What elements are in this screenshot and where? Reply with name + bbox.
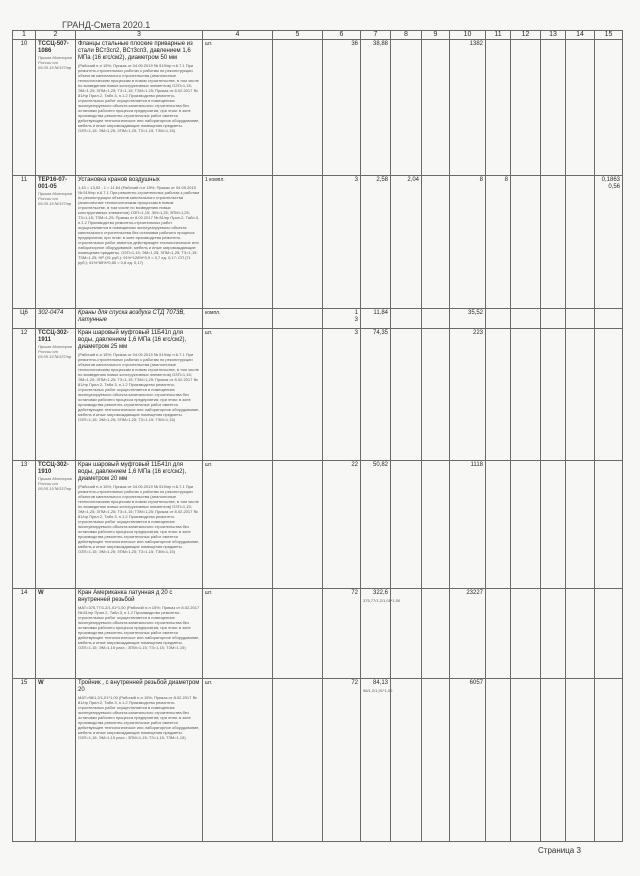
row-col15-cell <box>595 176 623 309</box>
row-col14 <box>566 40 595 176</box>
row-col12 <box>511 176 541 309</box>
col-number: 8 <box>391 31 422 40</box>
row-total: 8 <box>450 176 486 309</box>
row-col9 <box>422 461 450 589</box>
table-row <box>13 461 623 589</box>
row-total: 1382 <box>450 40 486 176</box>
row-number: 11 <box>13 176 36 309</box>
row-quantity: 1 <box>354 310 358 316</box>
row-unit-price-cell <box>361 589 401 679</box>
col-number: 7 <box>361 31 391 40</box>
row-col11 <box>486 309 511 329</box>
row-col8 <box>391 309 422 329</box>
row-code-cell <box>36 461 76 589</box>
row-unit-price: 50,82 <box>361 461 391 589</box>
row-price-formula: 375,77/1,2/1,01*1,00 <box>363 598 401 603</box>
row-quantity: 72 <box>323 679 361 842</box>
table-row <box>13 329 623 461</box>
row-name: Установка кранов воздушных <box>78 177 160 183</box>
row-description: 1,43 = 13,92 ; 1 = 11,64 (Рабочий н-н 15%; Приказ от 04.09.2019 № 519/пр п.6.7.1 При ремонтно-строительных работах к работам по реконструкции объектов капитального строительства (аналогичные технологическим процессам в новом строительстве, в том числе по возведению новых конструктивных элементов) ОЗП=1,15; ЭМ=1,25; ЗПМ=1,25; ТЗ=1,15; ТЗМ=1,25; Приказ от 8.02.2017 № 81/пр Прил.2, Табл.3, п.1.2 Производство ремонтно-строительных работ осуществляется в помещениях эксплуатируемого объекта капитального строительства без остановки рабочего процесса предприятия; при этом: в зоне производства ремонтно-строительных работ имеется действующее технологическое или лабораторное оборудование, мебель и иные загромождающие помещения предметы. ОЗП=1,15; ЭМ=1,25; ЗПМ=1,25; ТЗ=1,15; ТЗМ=1,25; НР (91 руб.): 91%*128%*0,9 = 0,7 ед. 0,17; СП (71 руб.): 51%*85%*0,85 = 0,8 ед. 0,17) <box>78 185 200 265</box>
row-col15: 0,1863 <box>601 177 620 183</box>
col-number: 5 <box>273 31 323 40</box>
row-name: Кран Американка латунная д 20 с внутренней резьбой <box>78 590 173 603</box>
row-col5 <box>273 176 323 309</box>
row-number: 14 <box>13 589 36 679</box>
row-quantity: 72 <box>323 589 361 679</box>
row-col11 <box>486 461 511 589</box>
row-col9 <box>422 589 450 679</box>
row-col13 <box>541 176 566 309</box>
row-name: Краны для спуска воздуха СТД 7073В, латунные <box>78 310 186 323</box>
row-col13 <box>541 589 566 679</box>
row-col5 <box>273 461 323 589</box>
row-description: МАТ=98/1,2/1,01*1,00 (Рабочий н-н 15%; Приказ от 8.02.2017 № 81/пр Прил.2, Табл.3, п.1.2 Производство ремонтно-строительных работ осуществляется в помещениях эксплуатируемого объекта капитального строительства без остановки рабочего процесса предприятия; при этом: в зоне производства ремонтно-строительных работ имеется действующее технологическое или лабораторное оборудование, мебель и иные загромождающие помещения предметы. ОЗП=1,15; ЭМ=1,15 расх.; ЗПМ=1,15; ТЗ=1,15; ТЗМ=1,15) <box>78 695 200 740</box>
row-col11 <box>486 589 511 679</box>
row-col12 <box>511 679 541 842</box>
row-code-source: Приказ Минстроя России от 05.05.15 №337/пр <box>38 344 72 359</box>
col-number: 2 <box>36 31 76 40</box>
column-number-row <box>13 31 623 40</box>
row-description: (Рабочий н-н 15%; Приказ от 04.09.2019 № 519/пр п.6.7.1 При ремонтно-строительных работах к работам по реконструкции объектов капитального строительства (аналогичные технологическим процессам в новом строительстве, в том числе по возведению новых конструктивных элементов) ОЗП=1,15; ЭМ=1,25; ЗПМ=1,25; ТЗ=1,15; ТЗМ=1,25; Приказ от 8.02.2017 № 81/пр Прил.2, Табл.3, п.1.2 Производство ремонтно-строительных работ осуществляется в помещениях эксплуатируемого объекта капитального строительства без остановки рабочего процесса предприятия; при этом: в зоне производства ремонтно-строительных работ имеется действующее технологическое или лабораторное оборудование, мебель и иные загромождающие помещения предметы. ОЗП=1,15; ЭМ=1,25; ЗПМ=1,25; ТЗ=1,15; ТЗМ=1,15) <box>78 484 200 554</box>
row-code: W <box>38 590 44 596</box>
row-total: 223 <box>450 329 486 461</box>
col-number: 10 <box>450 31 486 40</box>
page-number: Страница 3 <box>538 846 581 855</box>
row-unit-price-cell <box>361 40 391 176</box>
row-code-cell <box>36 176 76 309</box>
row-name-cell <box>76 329 203 461</box>
row-name-cell <box>76 461 203 589</box>
row-code-source: Приказ Минстроя России от 05.05.15 №337/пр <box>38 476 72 491</box>
row-col5 <box>273 679 323 842</box>
row-col8 <box>391 461 422 589</box>
row-code-source: Приказ Минстроя России от 05.05.15 №337/пр <box>38 55 72 70</box>
row-col9 <box>422 176 450 309</box>
row-name: Тройник , с внутренней резьбой диаметром 20 <box>78 680 200 693</box>
row-code: ТССЦ-302-1910 <box>38 462 69 475</box>
row-name-cell <box>76 309 203 329</box>
row-unit-price-cell <box>361 679 391 842</box>
row-col12 <box>511 309 541 329</box>
row-name-cell <box>76 176 203 309</box>
row-unit-price: 322,6 <box>372 590 388 596</box>
row-col11 <box>486 679 511 842</box>
table-row <box>13 589 623 679</box>
row-unit-price: 38,88 <box>372 41 388 47</box>
row-unit: шт. <box>203 679 273 842</box>
row-number: 13 <box>13 461 36 589</box>
row-unit: шт. <box>203 329 273 461</box>
row-col15 <box>595 679 623 842</box>
row-col15 <box>595 40 623 176</box>
row-col15 <box>595 309 623 329</box>
row-quantity-cell <box>323 309 361 329</box>
row-col13 <box>541 329 566 461</box>
row-col9 <box>422 309 450 329</box>
row-code: ТССЦ-302-1911 <box>38 330 69 343</box>
row-quantity-sub: 3 <box>354 317 358 323</box>
row-col8: 2,04 <box>391 176 422 309</box>
row-col12 <box>511 329 541 461</box>
row-quantity-cell <box>323 40 361 176</box>
row-col15-sub: 0,56 <box>608 184 620 190</box>
row-description: (Рабочий н-н 15%; Приказ от 04.09.2019 № 519/пр п.6.7.1 При ремонтно-строительных работах к работам по реконструкции объектов капитального строительства (аналогичные технологическим процессам в новом строительстве, в том числе по возведению новых конструктивных элементов) ОЗП=1,15; ЭМ=1,25; ЗПМ=1,25; ТЗ=1,15; ТЗМ=1,25; Приказ от 8.02.2017 № 81/пр Прил.2, Табл.3, п.1.2 Производство ремонтно-строительных работ осуществляется в помещениях эксплуатируемого объекта капитального строительства без остановки рабочего процесса предприятия; при этом: в зоне производства ремонтно-строительных работ имеется действующее технологическое или лабораторное оборудование, мебель и иные загромождающие помещения предметы. ОЗП=1,15; ЭМ=1,25; ЗПМ=1,25; ТЗ=1,15; ТЗМ=1,15) <box>78 352 200 422</box>
row-col14 <box>566 329 595 461</box>
row-col9 <box>422 679 450 842</box>
row-number: Ц6 <box>13 309 36 329</box>
row-col11 <box>486 40 511 176</box>
row-total: 23227 <box>450 589 486 679</box>
row-price-formula: 98/1,2/1,01*1,00 <box>363 688 393 693</box>
row-code-source: Приказ Минстроя России от 05.05.15 №337/пр <box>38 191 72 206</box>
col-number: 1 <box>13 31 36 40</box>
row-number: 15 <box>13 679 36 842</box>
row-col13 <box>541 40 566 176</box>
row-code-cell <box>36 329 76 461</box>
row-name-cell <box>76 589 203 679</box>
row-col12 <box>511 461 541 589</box>
table-row <box>13 679 623 842</box>
row-code: ТССЦ-507-1086 <box>38 41 69 54</box>
row-col5 <box>273 40 323 176</box>
row-name-cell <box>76 679 203 842</box>
row-col12 <box>511 589 541 679</box>
row-col13 <box>541 461 566 589</box>
estimate-table <box>12 30 623 842</box>
col-number: 12 <box>511 31 541 40</box>
row-col11 <box>486 329 511 461</box>
row-col14 <box>566 309 595 329</box>
row-col5 <box>273 329 323 461</box>
row-number: 10 <box>13 40 36 176</box>
row-code: ТЕР16-07-001-05 <box>38 177 68 190</box>
row-col15 <box>595 589 623 679</box>
row-col12 <box>511 40 541 176</box>
row-unit: шт. <box>203 40 273 176</box>
row-unit-price: 84,13 <box>372 680 388 686</box>
row-number: 12 <box>13 329 36 461</box>
document-header: ГРАНД-Смета 2020.1 <box>62 20 151 30</box>
table-row <box>13 309 623 329</box>
row-description: МАТ=375,77/1,2/1,01*1,00 (Рабочий н-н 15%; Приказ от 8.02.2017 № 81/пр Прил.2, Табл.3, п.1.2 Производство ремонтно-строительных работ осуществляется в помещениях эксплуатируемого объекта капитального строительства без остановки рабочего процесса предприятия; при этом: в зоне производства ремонтно-строительных работ имеется действующее технологическое или лабораторное оборудование, мебель и иные загромождающие помещения предметы. ОЗП=1,15; ЭМ=1,15 расх.; ЗПМ=1,15; ТЗ=1,15; ТЗМ=1,15) <box>78 605 200 650</box>
row-quantity: 3 <box>323 176 361 309</box>
row-col11: 8 <box>486 176 511 309</box>
row-name-cell <box>76 40 203 176</box>
row-code: 302-0474 <box>38 310 64 316</box>
row-quantity: 3 <box>323 329 361 461</box>
table-row <box>13 176 623 309</box>
row-col14 <box>566 461 595 589</box>
col-number: 14 <box>566 31 595 40</box>
row-col8 <box>391 40 422 176</box>
row-col9 <box>422 40 450 176</box>
row-description: (Рабочий н-н 15%; Приказ от 04.09.2019 № 519/пр п.6.7.1 При ремонтно-строительных работах к работам по реконструкции объектов капитального строительства (аналогичные технологическим процессам в новом строительстве, в том числе по возведению новых конструктивных элементов) ОЗП=1,15; ЭМ=1,25; ЗПМ=1,25; ТЗ=1,15; ТЗМ=1,25; Приказ от 8.02.2017 № 81/пр Прил.2, Табл.3, п.1.2 Производство ремонтно-строительных работ осуществляется в помещениях эксплуатируемого объекта капитального строительства без остановки рабочего процесса предприятия; при этом: в зоне производства ремонтно-строительных работ имеется действующее технологическое или лабораторное оборудование, мебель и иные загромождающие помещения предметы. ОЗП=1,15; ЭМ=1,25; ЗПМ=1,25; ТЗ=1,15; ТЗМ=1,15) <box>78 63 200 133</box>
row-col8 <box>391 329 422 461</box>
table-row <box>13 40 623 176</box>
row-col8 <box>391 679 422 842</box>
row-quantity: 36 <box>351 41 358 47</box>
row-quantity: 22 <box>323 461 361 589</box>
row-col15 <box>595 461 623 589</box>
row-code-cell <box>36 309 76 329</box>
row-unit-price: 2,58 <box>361 176 391 309</box>
row-unit: 1 компл. <box>203 176 273 309</box>
row-col13 <box>541 679 566 842</box>
row-code: W <box>38 680 44 686</box>
row-col14 <box>566 679 595 842</box>
row-unit: шт. <box>203 461 273 589</box>
col-number: 9 <box>422 31 450 40</box>
row-total: 1118 <box>450 461 486 589</box>
row-unit-price: 74,35 <box>361 329 391 461</box>
row-col13 <box>541 309 566 329</box>
row-code-cell <box>36 589 76 679</box>
row-col14 <box>566 589 595 679</box>
col-number: 11 <box>486 31 511 40</box>
row-name: Кран шаровый муфтовый 11Б41п для воды, давлением 1,6 МПа (16 кгс/см2), диаметром 25 мм <box>78 330 187 350</box>
row-unit: компл. <box>203 309 273 329</box>
col-number: 13 <box>541 31 566 40</box>
row-col5 <box>273 309 323 329</box>
row-code-cell <box>36 679 76 842</box>
row-code-cell <box>36 40 76 176</box>
row-col14 <box>566 176 595 309</box>
col-number: 15 <box>595 31 623 40</box>
row-col15 <box>595 329 623 461</box>
row-name: Фланцы стальные плоские приварные из стали ВСт3сп2, ВСт3сп3, давлением 1,6 МПа (16 кгс/см2), диаметром 50 мм <box>78 41 193 61</box>
row-col5 <box>273 589 323 679</box>
row-name: Кран шаровый муфтовый 11Б41п для воды, давлением 1,6 МПа (16 кгс/см2), диаметром 20 мм <box>78 462 187 482</box>
row-col9 <box>422 329 450 461</box>
col-number: 6 <box>323 31 361 40</box>
row-unit-price: 11,84 <box>361 309 391 329</box>
col-number: 4 <box>203 31 273 40</box>
row-total: 35,52 <box>450 309 486 329</box>
col-number: 3 <box>76 31 203 40</box>
row-total: 6057 <box>450 679 486 842</box>
row-unit: шт. <box>203 589 273 679</box>
